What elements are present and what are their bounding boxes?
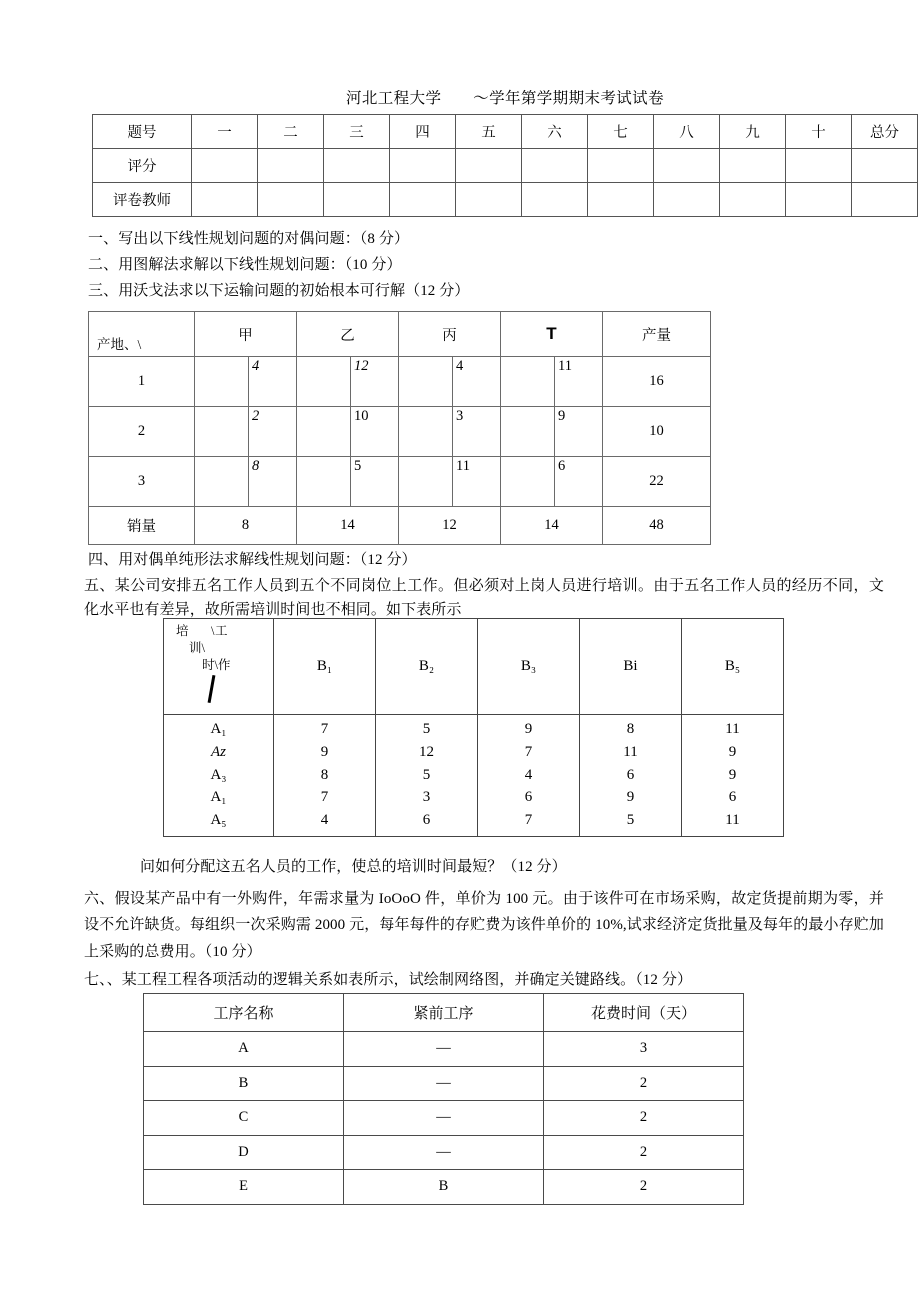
- transport-row-label: 3: [89, 457, 195, 507]
- transport-corner-cell: [89, 312, 195, 357]
- cost-value: 2: [252, 408, 260, 424]
- cost-value: 4: [252, 358, 260, 374]
- transport-col-header: 丙: [399, 312, 501, 357]
- transport-cost-cell[interactable]: [195, 357, 297, 407]
- assign-row-label: A₁: [210, 721, 227, 737]
- cost-value: 9: [558, 408, 566, 424]
- assign-value: 5: [422, 766, 431, 783]
- table-header-row: [164, 619, 784, 715]
- transport-cost-cell[interactable]: [501, 457, 603, 507]
- transport-row-label: 1: [89, 357, 195, 407]
- grade-cell[interactable]: [720, 149, 786, 183]
- assign-value: 3: [422, 789, 431, 806]
- transport-demand-label: 销量: [89, 507, 195, 545]
- grade-cell[interactable]: [654, 149, 720, 183]
- allocation-blank[interactable]: [399, 457, 453, 506]
- grade-cell: 八: [654, 115, 720, 149]
- net-col-header: 工序名称: [144, 994, 344, 1032]
- assign-column-cell: [376, 715, 478, 837]
- assign-column-cell: [682, 715, 784, 837]
- transport-cost-cell[interactable]: [195, 407, 297, 457]
- assign-value: 6: [422, 812, 431, 829]
- allocation-blank[interactable]: [399, 357, 453, 406]
- transportation-table: [88, 311, 711, 545]
- assign-row-label: A₃: [210, 766, 227, 783]
- assign-col-header: B₃: [478, 619, 580, 715]
- assign-value: 9: [728, 766, 737, 783]
- assign-corner-cell: [164, 619, 274, 715]
- cost-value: 11: [558, 358, 572, 374]
- cost-value: 11: [456, 458, 470, 474]
- transport-cost-cell[interactable]: [297, 357, 399, 407]
- allocation-blank[interactable]: [297, 407, 351, 456]
- grade-cell: 一: [192, 115, 258, 149]
- transport-col-header: 甲: [195, 312, 297, 357]
- assign-value: 4: [320, 812, 329, 829]
- grade-cell[interactable]: [456, 149, 522, 183]
- grade-cell[interactable]: [324, 149, 390, 183]
- assign-value: 5: [422, 721, 431, 737]
- transport-cost-cell[interactable]: [399, 457, 501, 507]
- transport-cost-cell[interactable]: [297, 457, 399, 507]
- question-2-text: 二、用图解法求解以下线性规划问题：（10 分）: [88, 257, 402, 273]
- allocation-blank[interactable]: [501, 407, 555, 456]
- grade-cell: 三: [324, 115, 390, 149]
- question-6-text: 六、假设某产品中有一外购件，年需求量为 IoOoO 件，单价为 100 元。由于该件可在市场采购，故定货提前期为零，并设不允许缺货。每组织一次采购需 2000 元，每年每件的存贮费为该件单价的 10%,试求经济定货批量及每年的最小存贮加上采购的总费用。（10 分）: [84, 891, 884, 960]
- transport-col-header: 乙: [297, 312, 399, 357]
- assign-value: 11: [725, 721, 740, 737]
- grade-cell[interactable]: [522, 149, 588, 183]
- assign-value: 11: [725, 812, 740, 829]
- transport-cost-cell[interactable]: [399, 357, 501, 407]
- table-row: [144, 1135, 744, 1170]
- table-row: [93, 183, 918, 217]
- assign-value: 6: [728, 789, 737, 806]
- question-1-text: 一、写出以下线性规划问题的对偶问题：（8 分）: [88, 231, 410, 247]
- grade-row-label: 评卷教师: [93, 183, 192, 217]
- transport-supply-value: 10: [603, 407, 711, 457]
- predecessor: —: [344, 1135, 544, 1170]
- cost-value: 5: [354, 458, 362, 474]
- assign-col-header: Bi: [580, 619, 682, 715]
- duration: 2: [544, 1135, 744, 1170]
- grade-cell[interactable]: [258, 149, 324, 183]
- assign-col-header: B₁: [274, 619, 376, 715]
- grade-cell[interactable]: [786, 183, 852, 217]
- cost-value: 10: [354, 408, 369, 424]
- transport-cost-cell[interactable]: [297, 407, 399, 457]
- allocation-blank[interactable]: [195, 407, 249, 456]
- assign-corner-line3: 时\作: [202, 658, 231, 672]
- grade-cell: 总分: [852, 115, 918, 149]
- assign-value: 9: [626, 789, 635, 806]
- table-row: [89, 457, 711, 507]
- cost-value: 4: [456, 358, 464, 374]
- allocation-blank[interactable]: [501, 357, 555, 406]
- table-row: [164, 715, 784, 837]
- allocation-blank[interactable]: [195, 457, 249, 506]
- assign-col-header: B₂: [376, 619, 478, 715]
- transport-supply-value: 22: [603, 457, 711, 507]
- assign-row-labels-cell: [164, 715, 274, 837]
- grade-cell: 九: [720, 115, 786, 149]
- activity-name: B: [144, 1066, 344, 1101]
- cost-value: 6: [558, 458, 566, 474]
- duration: 2: [544, 1170, 744, 1205]
- allocation-blank[interactable]: [501, 457, 555, 506]
- transport-demand-value: 8: [195, 507, 297, 545]
- question-7-text: 七、、某工程工程各项活动的逻辑关系如表所示，试绘制网络图，并确定关键路线。（12 分）: [84, 972, 693, 988]
- table-row: [93, 115, 918, 149]
- grade-cell[interactable]: [390, 183, 456, 217]
- transport-total-value: 48: [603, 507, 711, 545]
- grade-cell[interactable]: [588, 183, 654, 217]
- activity-name: E: [144, 1170, 344, 1205]
- transport-supply-value: 16: [603, 357, 711, 407]
- grade-cell: 四: [390, 115, 456, 149]
- assign-value: 5: [626, 812, 635, 829]
- grade-cell: 二: [258, 115, 324, 149]
- grade-cell[interactable]: [720, 183, 786, 217]
- transport-cost-cell[interactable]: [195, 457, 297, 507]
- transport-cost-cell[interactable]: [501, 407, 603, 457]
- allocation-blank[interactable]: [195, 357, 249, 406]
- assign-column-cell: [580, 715, 682, 837]
- cost-value: 8: [252, 458, 260, 474]
- table-row: [144, 1170, 744, 1205]
- assign-value: 7: [320, 789, 329, 806]
- table-footer-row: [89, 507, 711, 545]
- question-4-text: 四、用对偶单纯形法求解线性规划问题：（12 分）: [88, 552, 417, 568]
- allocation-blank[interactable]: [297, 457, 351, 506]
- page-title: 河北工程大学 ～学年第学期期末考试试卷: [345, 90, 664, 107]
- duration: 2: [544, 1066, 744, 1101]
- grade-row-label: 题号: [93, 115, 192, 149]
- allocation-blank[interactable]: [297, 357, 351, 406]
- table-row: [93, 149, 918, 183]
- predecessor: B: [344, 1170, 544, 1205]
- cost-value: 3: [456, 408, 464, 424]
- question-5-text: 五、某公司安排五名工作人员到五个不同岗位上工作。但必须对上岗人员进行培训。由于五名工作人员的经历不同，文化水平也有差异，故所需培训时间也不相同。如下表所示: [84, 578, 884, 619]
- table-row: [144, 1032, 744, 1067]
- transport-demand-value: 12: [399, 507, 501, 545]
- assign-row-label: A₅: [210, 812, 227, 829]
- transport-demand-value: 14: [501, 507, 603, 545]
- question-5-followup-text: 问如何分配这五名人员的工作，使总的培训时间最短？（12 分）: [140, 859, 567, 875]
- net-col-header: 花费时间（天）: [544, 994, 744, 1032]
- transport-demand-value: 14: [297, 507, 399, 545]
- table-row: [89, 407, 711, 457]
- grade-cell[interactable]: [786, 149, 852, 183]
- transport-row-label: 2: [89, 407, 195, 457]
- grade-cell[interactable]: [258, 183, 324, 217]
- cost-value: 12: [354, 358, 369, 374]
- assign-col-header: B₅: [682, 619, 784, 715]
- grade-cell: 七: [588, 115, 654, 149]
- grading-table: [92, 114, 918, 217]
- assign-row-label: Az: [211, 743, 226, 760]
- transport-corner-label: 产地、\: [97, 337, 142, 352]
- duration: 2: [544, 1101, 744, 1136]
- assign-value: 9: [320, 743, 329, 760]
- grade-cell[interactable]: [324, 183, 390, 217]
- table-header-row: [144, 994, 744, 1032]
- transport-supply-header: 产量: [603, 312, 711, 357]
- grade-cell[interactable]: [852, 183, 918, 217]
- table-row: [89, 357, 711, 407]
- assign-value: 11: [623, 743, 638, 760]
- assign-value: 6: [626, 766, 635, 783]
- predecessor: —: [344, 1032, 544, 1067]
- grade-cell[interactable]: [456, 183, 522, 217]
- grade-row-label: 评分: [93, 149, 192, 183]
- assign-value: 12: [419, 743, 434, 760]
- assign-value: 7: [524, 743, 533, 760]
- precedence-table: [143, 993, 744, 1205]
- grade-cell[interactable]: [654, 183, 720, 217]
- grade-cell[interactable]: [390, 149, 456, 183]
- diagonal-divider-icon: [208, 675, 216, 703]
- grade-cell[interactable]: [852, 149, 918, 183]
- grade-cell: 五: [456, 115, 522, 149]
- allocation-blank[interactable]: [399, 407, 453, 456]
- activity-name: D: [144, 1135, 344, 1170]
- assign-value: 7: [524, 812, 533, 829]
- table-header-row: [89, 312, 711, 357]
- activity-name: C: [144, 1101, 344, 1136]
- table-row: [144, 1101, 744, 1136]
- transport-col-header: T: [501, 312, 603, 357]
- table-row: [144, 1066, 744, 1101]
- assign-value: 7: [320, 721, 329, 737]
- assign-column-cell: [478, 715, 580, 837]
- assignment-table: [163, 618, 784, 837]
- assign-value: 4: [524, 766, 533, 783]
- assign-corner-line1: 培 \工: [176, 624, 228, 638]
- grade-cell[interactable]: [192, 183, 258, 217]
- grade-cell[interactable]: [588, 149, 654, 183]
- assign-column-cell: [274, 715, 376, 837]
- activity-name: A: [144, 1032, 344, 1067]
- assign-corner-line2: 训\: [189, 641, 205, 655]
- net-col-header: 紧前工序: [344, 994, 544, 1032]
- grade-cell: 十: [786, 115, 852, 149]
- assign-value: 9: [728, 743, 737, 760]
- transport-cost-cell[interactable]: [501, 357, 603, 407]
- question-3-text: 三、用沃戈法求以下运输问题的初始根本可行解（12 分）: [88, 283, 470, 299]
- assign-value: 8: [626, 721, 635, 737]
- assign-row-label: A₁: [210, 789, 227, 806]
- grade-cell[interactable]: [192, 149, 258, 183]
- predecessor: —: [344, 1101, 544, 1136]
- assign-value: 6: [524, 789, 533, 806]
- predecessor: —: [344, 1066, 544, 1101]
- transport-cost-cell[interactable]: [399, 407, 501, 457]
- grade-cell[interactable]: [522, 183, 588, 217]
- assign-value: 9: [524, 721, 533, 737]
- grade-cell: 六: [522, 115, 588, 149]
- duration: 3: [544, 1032, 744, 1067]
- assign-value: 8: [320, 766, 329, 783]
